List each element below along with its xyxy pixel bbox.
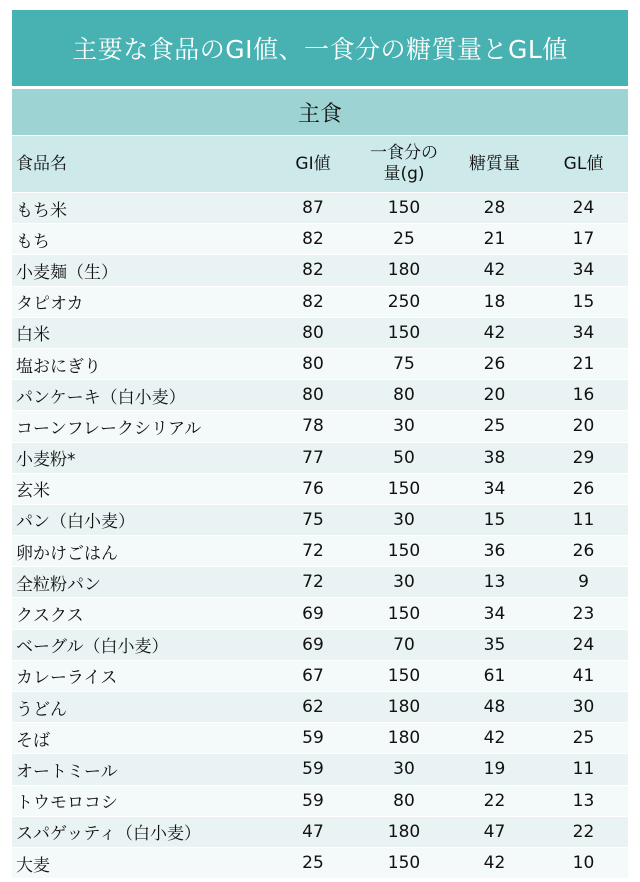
cell-food-name: 玄米 xyxy=(16,481,50,502)
cell-gl: 17 xyxy=(572,229,595,250)
cell-gl: 13 xyxy=(572,790,595,811)
cell-gi: 75 xyxy=(302,509,324,530)
table-row xyxy=(12,630,628,661)
table-row xyxy=(12,505,628,536)
table-row xyxy=(12,349,628,380)
cell-gl: 10 xyxy=(572,853,595,874)
cell-portion: 80 xyxy=(393,790,415,811)
cell-gl: 26 xyxy=(572,541,595,562)
cell-carbs: 19 xyxy=(483,759,506,780)
cell-food-name: クスクス xyxy=(16,606,84,627)
cell-gi: 80 xyxy=(302,322,324,343)
cell-gi: 47 xyxy=(302,821,324,842)
cell-gi: 76 xyxy=(302,478,324,499)
section-heading: 主食 xyxy=(12,89,628,135)
cell-carbs: 13 xyxy=(483,572,506,593)
cell-gi: 78 xyxy=(302,416,324,437)
table-row xyxy=(12,380,628,411)
cell-food-name: スパゲッティ（白小麦） xyxy=(16,824,201,845)
cell-gi: 62 xyxy=(302,697,324,718)
cell-food-name: そば xyxy=(16,730,50,751)
header-carbs: 糖質量 xyxy=(469,153,520,174)
cell-gi: 59 xyxy=(302,728,324,749)
cell-gl: 20 xyxy=(572,416,595,437)
cell-carbs: 47 xyxy=(483,821,506,842)
cell-food-name: パン（白小麦） xyxy=(16,512,135,533)
cell-portion: 70 xyxy=(393,634,415,655)
cell-portion: 250 xyxy=(387,291,421,312)
cell-carbs: 15 xyxy=(483,509,506,530)
cell-portion: 25 xyxy=(393,229,415,250)
cell-portion: 180 xyxy=(387,728,421,749)
page-title: 主要な食品のGI値、一食分の糖質量とGL値 xyxy=(12,10,628,86)
cell-portion: 180 xyxy=(387,821,421,842)
cell-food-name: 小麦粉* xyxy=(16,450,76,471)
cell-carbs: 38 xyxy=(483,447,506,468)
cell-gi: 80 xyxy=(302,354,324,375)
cell-portion: 150 xyxy=(387,541,421,562)
cell-food-name: カレーライス xyxy=(16,668,118,689)
table-row xyxy=(12,536,628,567)
cell-carbs: 28 xyxy=(483,198,506,219)
table-row xyxy=(12,255,628,286)
cell-food-name: もち xyxy=(16,231,50,252)
cell-carbs: 21 xyxy=(483,229,506,250)
cell-gi: 87 xyxy=(302,198,324,219)
cell-gl: 25 xyxy=(572,728,595,749)
cell-gi: 82 xyxy=(302,291,324,312)
cell-carbs: 18 xyxy=(483,291,506,312)
cell-gl: 41 xyxy=(572,665,595,686)
cell-gi: 59 xyxy=(302,759,324,780)
cell-gl: 30 xyxy=(572,697,595,718)
cell-portion: 150 xyxy=(387,198,421,219)
header-portion-line2: 量(g) xyxy=(383,164,425,184)
cell-food-name: 卵かけごはん xyxy=(16,543,118,564)
header-gi: GI値 xyxy=(295,153,331,174)
cell-gi: 69 xyxy=(302,603,324,624)
cell-food-name: タピオカ xyxy=(16,294,84,315)
cell-portion: 75 xyxy=(393,354,415,375)
header-gl: GL値 xyxy=(563,153,604,174)
cell-carbs: 42 xyxy=(483,853,506,874)
cell-gi: 69 xyxy=(302,634,324,655)
cell-food-name: コーンフレークシリアル xyxy=(16,418,202,439)
cell-food-name: 小麦麺（生） xyxy=(16,262,118,283)
table-row xyxy=(12,224,628,255)
cell-gl: 23 xyxy=(572,603,595,624)
cell-portion: 30 xyxy=(393,572,415,593)
cell-gl: 11 xyxy=(572,759,595,780)
cell-carbs: 34 xyxy=(483,603,506,624)
cell-gi: 25 xyxy=(302,853,324,874)
cell-gi: 80 xyxy=(302,385,324,406)
cell-portion: 80 xyxy=(393,385,415,406)
cell-gl: 34 xyxy=(572,260,595,281)
cell-portion: 150 xyxy=(387,322,421,343)
cell-food-name: 全粒粉パン xyxy=(16,574,101,595)
cell-gl: 16 xyxy=(572,385,595,406)
cell-gi: 77 xyxy=(302,447,324,468)
cell-carbs: 35 xyxy=(483,634,506,655)
cell-gl: 21 xyxy=(572,354,595,375)
cell-portion: 180 xyxy=(387,260,421,281)
cell-food-name: 大麦 xyxy=(16,855,50,876)
table-row xyxy=(12,443,628,474)
cell-gl: 24 xyxy=(572,198,595,219)
cell-gl: 29 xyxy=(572,447,595,468)
table-row xyxy=(12,567,628,598)
table-row xyxy=(12,786,628,817)
cell-food-name: オートミール xyxy=(16,761,118,782)
cell-carbs: 42 xyxy=(483,260,506,281)
cell-carbs: 42 xyxy=(483,728,506,749)
table-row xyxy=(12,598,628,629)
cell-portion: 150 xyxy=(387,478,421,499)
cell-portion: 150 xyxy=(387,603,421,624)
cell-gl: 11 xyxy=(572,509,595,530)
cell-gl: 9 xyxy=(578,572,589,593)
cell-gl: 26 xyxy=(572,478,595,499)
cell-food-name: 白米 xyxy=(16,325,50,346)
cell-gl: 24 xyxy=(572,634,595,655)
table-row xyxy=(12,661,628,692)
table-row xyxy=(12,848,628,879)
cell-portion: 30 xyxy=(393,509,415,530)
cell-carbs: 42 xyxy=(483,322,506,343)
cell-carbs: 36 xyxy=(483,541,506,562)
cell-carbs: 25 xyxy=(483,416,506,437)
cell-carbs: 48 xyxy=(483,697,506,718)
table-header xyxy=(12,136,628,192)
table-row xyxy=(12,723,628,754)
cell-gl: 15 xyxy=(572,291,595,312)
table-row xyxy=(12,754,628,785)
header-food-name: 食品名 xyxy=(16,153,67,174)
table-row xyxy=(12,193,628,224)
table-body xyxy=(12,193,628,879)
header-portion xyxy=(358,136,450,192)
cell-food-name: ベーグル（白小麦） xyxy=(16,637,169,658)
cell-portion: 30 xyxy=(393,759,415,780)
cell-carbs: 22 xyxy=(483,790,506,811)
cell-portion: 50 xyxy=(393,447,415,468)
header-portion-line1: 一食分の xyxy=(370,143,438,163)
table-row xyxy=(12,692,628,723)
cell-gl: 34 xyxy=(572,322,595,343)
cell-gi: 72 xyxy=(302,541,324,562)
cell-food-name: 塩おにぎり xyxy=(16,356,101,377)
cell-gi: 72 xyxy=(302,572,324,593)
cell-portion: 30 xyxy=(393,416,415,437)
cell-portion: 150 xyxy=(387,853,421,874)
cell-gi: 67 xyxy=(302,665,324,686)
cell-carbs: 20 xyxy=(483,385,506,406)
cell-gl: 22 xyxy=(572,821,595,842)
table-row xyxy=(12,817,628,848)
table-row xyxy=(12,287,628,318)
cell-carbs: 34 xyxy=(483,478,506,499)
cell-portion: 150 xyxy=(387,665,421,686)
cell-food-name: パンケーキ（白小麦） xyxy=(16,387,186,408)
cell-food-name: トウモロコシ xyxy=(16,793,118,814)
cell-gi: 82 xyxy=(302,260,324,281)
cell-carbs: 26 xyxy=(483,354,506,375)
cell-food-name: もち米 xyxy=(16,200,67,221)
cell-food-name: うどん xyxy=(16,699,67,720)
cell-portion: 180 xyxy=(387,697,421,718)
table-row xyxy=(12,474,628,505)
table-row xyxy=(12,318,628,349)
cell-carbs: 61 xyxy=(483,665,506,686)
cell-gi: 82 xyxy=(302,229,324,250)
cell-gi: 59 xyxy=(302,790,324,811)
table-row xyxy=(12,411,628,442)
